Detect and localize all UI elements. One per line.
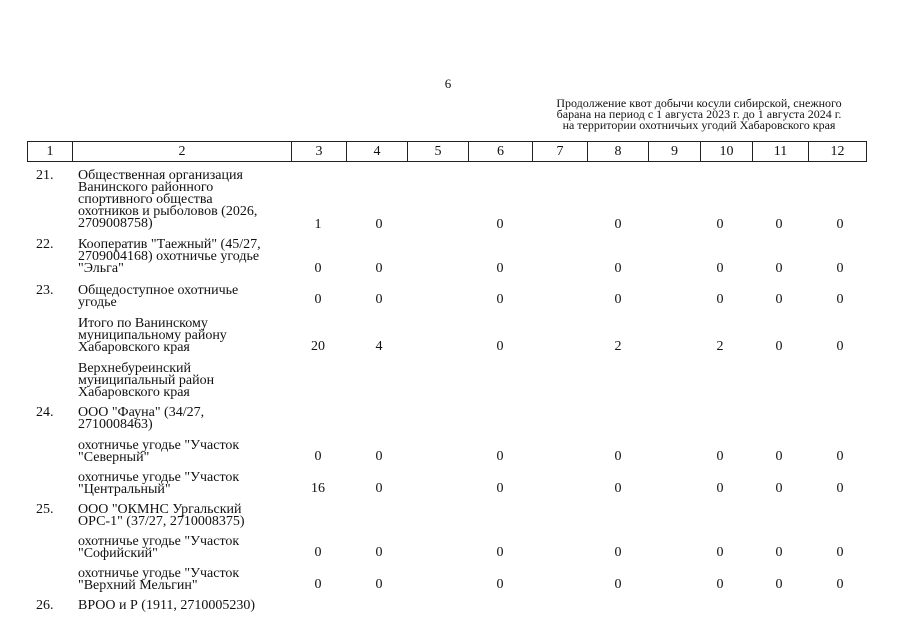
cell-value-c10: 0 [716, 261, 724, 276]
cell-value-c11: 0 [775, 339, 783, 354]
cell-value-c10: 0 [716, 481, 724, 496]
row-name-line: муниципальный район [78, 373, 215, 388]
cell-value-c12: 0 [836, 339, 844, 354]
cell-value-c10: 0 [716, 292, 724, 307]
cell-value-c12: 0 [836, 449, 844, 464]
row-name-line: охотничье угодье "Участок [78, 566, 240, 581]
cell-value-c11: 0 [775, 545, 783, 560]
row-name-line: спортивного общества [78, 192, 213, 207]
cell-value-c12: 0 [836, 217, 844, 232]
cell-value-c8: 0 [614, 481, 622, 496]
row-name [78, 363, 293, 399]
row-name-line: "Центральный" [78, 482, 171, 497]
row-number: 24. [36, 405, 54, 420]
cell-value-c11: 0 [775, 292, 783, 307]
cell-value-c4: 0 [375, 261, 383, 276]
row-name [78, 440, 293, 464]
cell-value-c3: 0 [314, 292, 322, 307]
row-name-line: охотников и рыболовов (2026, [78, 204, 258, 219]
row-name-line: ООО "ОКМНС Ургальский [78, 502, 242, 517]
row-name [78, 472, 293, 496]
cell-value-c6: 0 [496, 292, 504, 307]
cell-value-c4: 4 [375, 339, 383, 354]
cell-value-c10: 0 [716, 449, 724, 464]
page-number: 6 [444, 76, 452, 91]
cell-value-c6: 0 [496, 261, 504, 276]
cell-value-c3: 0 [314, 449, 322, 464]
row-number: 21. [36, 168, 54, 183]
cell-value-c11: 0 [775, 217, 783, 232]
column-header: 11 [752, 142, 808, 161]
cell-value-c11: 0 [775, 261, 783, 276]
cell-value-c8: 2 [614, 339, 622, 354]
row-name-line: "Софийский" [78, 546, 158, 561]
row-name-line: охотничье угодье "Участок [78, 470, 240, 485]
continuation-note [536, 98, 862, 131]
cell-value-c6: 0 [496, 449, 504, 464]
column-header: 9 [648, 142, 700, 161]
column-header: 6 [468, 142, 532, 161]
row-name-line: Ванинского районного [78, 180, 214, 195]
row-name-line: Хабаровского края [78, 385, 190, 400]
cell-value-c6: 0 [496, 481, 504, 496]
column-header: 2 [72, 142, 291, 161]
column-header: 3 [291, 142, 346, 161]
cell-value-c8: 0 [614, 292, 622, 307]
cell-value-c6: 0 [496, 577, 504, 592]
cell-value-c8: 0 [614, 577, 622, 592]
cell-value-c11: 0 [775, 577, 783, 592]
table-header-row [27, 141, 867, 162]
cell-value-c6: 0 [496, 339, 504, 354]
row-name [78, 239, 293, 275]
cell-value-c10: 0 [716, 545, 724, 560]
row-number: 23. [36, 283, 54, 298]
cell-value-c12: 0 [836, 577, 844, 592]
row-name-line: ВРОО и Р (1911, 2710005230) [78, 598, 256, 613]
row-name-line: охотничье угодье "Участок [78, 438, 240, 453]
row-name-line: Верхнебуреинский [78, 361, 192, 376]
row-name-line: Итого по Ванинскому [78, 316, 208, 331]
row-name-line: 2709004168) охотничье угодье [78, 249, 260, 264]
row-name [78, 536, 293, 560]
cell-value-c8: 0 [614, 545, 622, 560]
row-name [78, 285, 293, 309]
cell-value-c11: 0 [775, 481, 783, 496]
cell-value-c4: 0 [375, 545, 383, 560]
row-name-line: Общественная организация [78, 168, 243, 183]
row-name [78, 568, 293, 592]
cell-value-c4: 0 [375, 292, 383, 307]
column-header: 8 [587, 142, 648, 161]
cell-value-c6: 0 [496, 545, 504, 560]
row-name-line: "Верхний Мельгин" [78, 578, 198, 593]
continuation-line: на территории охотничьих угодий Хабаровского края [562, 118, 836, 132]
row-name-line: муниципальному району [78, 328, 227, 343]
cell-value-c3: 0 [314, 545, 322, 560]
row-name [78, 318, 293, 354]
continuation-line: барана на период с 1 августа 2023 г. до 1 августа 2024 г. [556, 107, 842, 121]
cell-value-c6: 0 [496, 217, 504, 232]
cell-value-c12: 0 [836, 545, 844, 560]
column-header: 12 [808, 142, 867, 161]
row-number: 22. [36, 237, 54, 252]
row-name [78, 600, 293, 612]
cell-value-c3: 0 [314, 577, 322, 592]
column-header: 4 [346, 142, 407, 161]
cell-value-c11: 0 [775, 449, 783, 464]
cell-value-c12: 0 [836, 292, 844, 307]
cell-value-c10: 0 [716, 577, 724, 592]
row-name-line: ОРС-1" (37/27, 2710008375) [78, 514, 245, 529]
row-name-line: Хабаровского края [78, 340, 190, 355]
row-name [78, 170, 293, 230]
cell-value-c10: 0 [716, 217, 724, 232]
cell-value-c8: 0 [614, 449, 622, 464]
column-header: 7 [532, 142, 587, 161]
cell-value-c12: 0 [836, 481, 844, 496]
row-number: 26. [36, 598, 54, 613]
row-number: 25. [36, 502, 54, 517]
row-name-line: охотничье угодье "Участок [78, 534, 240, 549]
row-name-line: 2710008463) [78, 417, 153, 432]
row-name-line: Общедоступное охотничье [78, 283, 239, 298]
cell-value-c4: 0 [375, 449, 383, 464]
cell-value-c3: 20 [311, 339, 325, 354]
row-name-line: "Эльга" [78, 261, 124, 276]
cell-value-c3: 0 [314, 261, 322, 276]
row-name-line: "Северный" [78, 450, 150, 465]
cell-value-c12: 0 [836, 261, 844, 276]
continuation-line: Продолжение квот добычи косули сибирской, снежного [556, 96, 842, 110]
row-name-line: ООО "Фауна" (34/27, [78, 405, 205, 420]
column-header: 10 [700, 142, 752, 161]
cell-value-c10: 2 [716, 339, 724, 354]
row-name [78, 504, 293, 528]
cell-value-c8: 0 [614, 217, 622, 232]
cell-value-c3: 16 [311, 481, 325, 496]
cell-value-c8: 0 [614, 261, 622, 276]
cell-value-c4: 0 [375, 481, 383, 496]
cell-value-c3: 1 [314, 217, 322, 232]
column-header: 5 [407, 142, 468, 161]
row-name-line: 2709008758) [78, 216, 153, 231]
row-name [78, 407, 293, 431]
row-name-line: угодье [78, 295, 117, 310]
cell-value-c4: 0 [375, 577, 383, 592]
cell-value-c4: 0 [375, 217, 383, 232]
column-header: 1 [27, 142, 72, 161]
row-name-line: Кооператив "Таежный" (45/27, [78, 237, 261, 252]
